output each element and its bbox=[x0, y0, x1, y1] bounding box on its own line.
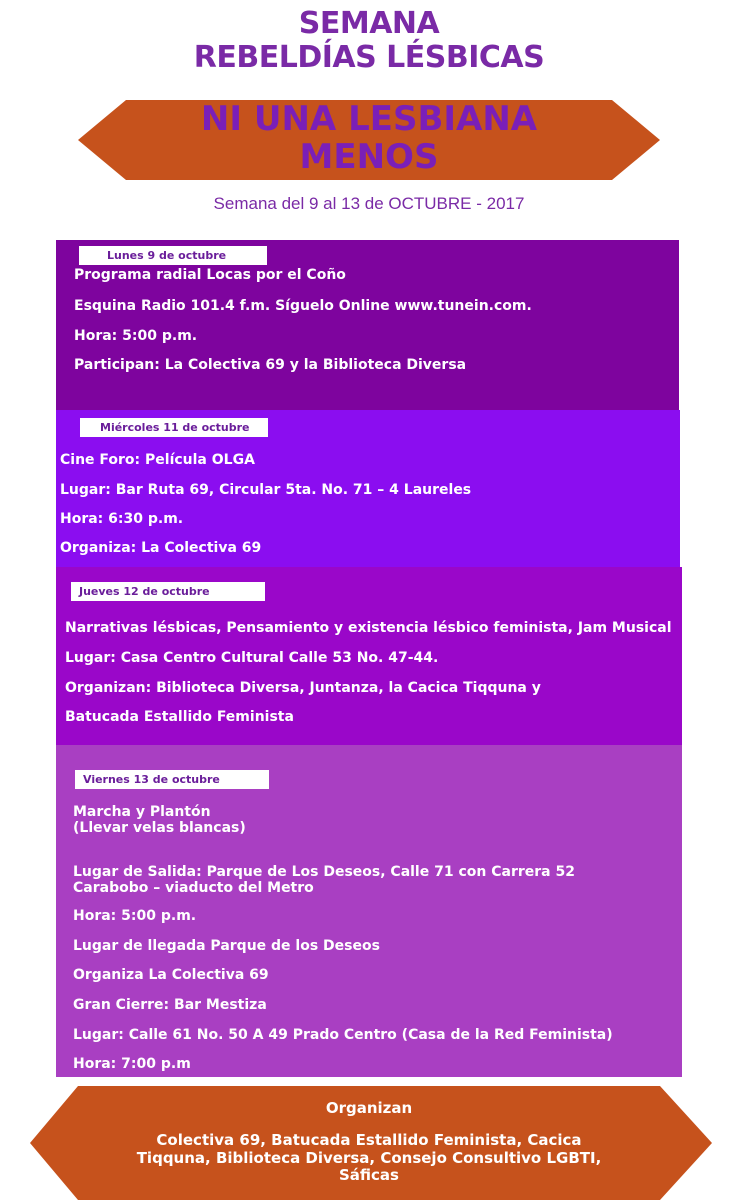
organizers-title: Organizan bbox=[325, 1099, 413, 1117]
event-line: Esquina Radio 101.4 f.m. Síguelo Online www.tunein.com. bbox=[74, 298, 532, 314]
event-line: Hora: 6:30 p.m. bbox=[60, 511, 184, 527]
day-label: Viernes 13 de octubre bbox=[83, 773, 220, 786]
event-line: Narrativas lésbicas, Pensamiento y existencia lésbico feminista, Jam Musical bbox=[65, 620, 672, 636]
event-line: Batucada Estallido Feminista bbox=[65, 709, 294, 725]
event-line: Hora: 7:00 p.m bbox=[73, 1056, 191, 1072]
day-label: Jueves 12 de octubre bbox=[79, 585, 210, 598]
event-line: Lugar de llegada Parque de los Deseos bbox=[73, 938, 380, 954]
event-dates: Semana del 9 al 13 de OCTUBRE - 2017 bbox=[213, 194, 525, 213]
event-line: Cine Foro: Película OLGA bbox=[60, 452, 255, 468]
event-panel-thursday bbox=[56, 567, 682, 745]
organizers-line1: Colectiva 69, Batucada Estallido Feminista, Cacica bbox=[156, 1131, 582, 1149]
event-panel-wednesday bbox=[56, 410, 680, 567]
organizers-line3: Sáficas bbox=[339, 1166, 399, 1184]
event-line: Hora: 5:00 p.m. bbox=[73, 908, 197, 924]
event-line: Marcha y Plantón bbox=[73, 804, 211, 820]
day-label: Lunes 9 de octubre bbox=[107, 249, 227, 262]
event-line: Lugar: Bar Ruta 69, Circular 5ta. No. 71 – 4 Laureles bbox=[60, 482, 472, 498]
event-line: Organiza La Colectiva 69 bbox=[73, 967, 269, 983]
event-title-line1: SEMANA bbox=[298, 6, 440, 41]
event-line: Programa radial Locas por el Coño bbox=[74, 267, 346, 283]
event-title-line2: REBELDÍAS LÉSBICAS bbox=[193, 40, 545, 75]
event-line: Lugar de Salida: Parque de Los Deseos, Calle 71 con Carrera 52 bbox=[73, 864, 575, 880]
event-line: Lugar: Casa Centro Cultural Calle 53 No. 47-44. bbox=[65, 650, 439, 666]
event-line: Organiza: La Colectiva 69 bbox=[60, 540, 262, 556]
event-line: Hora: 5:00 p.m. bbox=[74, 328, 198, 344]
event-panel-monday bbox=[56, 240, 679, 410]
banner-line2: MENOS bbox=[299, 137, 439, 177]
event-line: Organizan: Biblioteca Diversa, Juntanza, la Cacica Tiqquna y bbox=[65, 680, 541, 696]
organizers-line2: Tiqquna, Biblioteca Diversa, Consejo Consultivo LGBTI, bbox=[136, 1149, 602, 1167]
day-label: Miércoles 11 de octubre bbox=[100, 421, 250, 434]
event-line: Gran Cierre: Bar Mestiza bbox=[73, 997, 267, 1013]
event-panel-friday bbox=[56, 745, 682, 1077]
event-line: (Llevar velas blancas) bbox=[73, 820, 246, 836]
event-line: Lugar: Calle 61 No. 50 A 49 Prado Centro (Casa de la Red Feminista) bbox=[73, 1027, 613, 1043]
event-line: Participan: La Colectiva 69 y la Biblioteca Diversa bbox=[74, 357, 467, 373]
event-line: Carabobo – viaducto del Metro bbox=[73, 880, 314, 896]
banner-line1: NI UNA LESBIANA bbox=[200, 99, 538, 139]
